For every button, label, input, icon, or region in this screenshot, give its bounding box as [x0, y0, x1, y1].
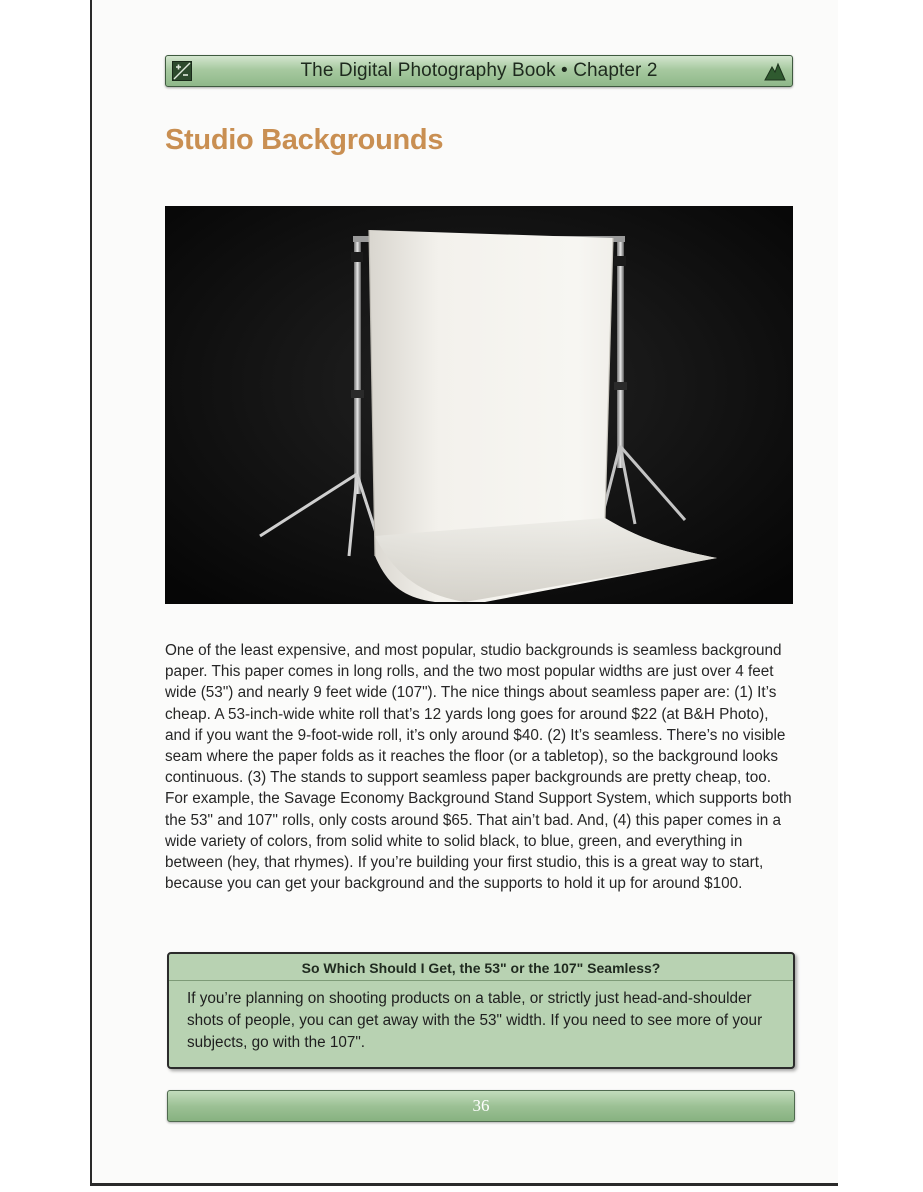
- mountain-icon: [764, 60, 786, 82]
- chapter-header: [165, 55, 793, 87]
- page-footer: [167, 1090, 795, 1122]
- callout-title: So Which Should I Get, the 53" or the 107" Seamless?: [169, 956, 793, 981]
- tip-callout: [167, 952, 795, 1069]
- left-stand-pole: [354, 236, 361, 494]
- right-stand-pole: [617, 240, 624, 468]
- callout-text: If you’re planning on shooting products on a table, or strictly just head-and-shoulder shots of people, you can get away with the 53" width. If you need to see more of your subjects, go with the 107".: [187, 990, 763, 1051]
- exposure-icon: [172, 61, 192, 81]
- body-paragraph: One of the least expensive, and most popular, studio backgrounds is seamless background paper. This paper comes in long rolls, and the two most popular widths are just over 4 feet wide (53") and nearly 9 feet wide (107"). The nice things about seamless paper are: (1) It’s cheap. A 53-inch-wide white roll that’s 12 yards long goes for around $22 (at B&H Photo), and if you want the 9-foot-wide roll, it’s only around $40. (2) It’s seamless. There’s no visible seam where the paper folds as it reaches the floor (or a tabletop), so the background looks continuous. (3) The stands to support seamless paper backgrounds are pretty cheap, too. For example, the Savage Economy Background Stand Support System, which supports both the 53" and 107" rolls, only costs around $65. That ain’t bad. And, (4) this paper comes in a wide variety of colors, from solid white to solid black, to blue, green, and everything in between (hey, that rhymes). If you’re building your first studio, this is a great way to start, because you can get your background and the supports to hold it up for around $100.: [165, 642, 792, 893]
- page-number: 36: [472, 1096, 490, 1115]
- backdrop-photo: [165, 206, 793, 604]
- section-title: Studio Backgrounds: [165, 124, 444, 156]
- chapter-title: The Digital Photography Book • Chapter 2: [300, 60, 658, 81]
